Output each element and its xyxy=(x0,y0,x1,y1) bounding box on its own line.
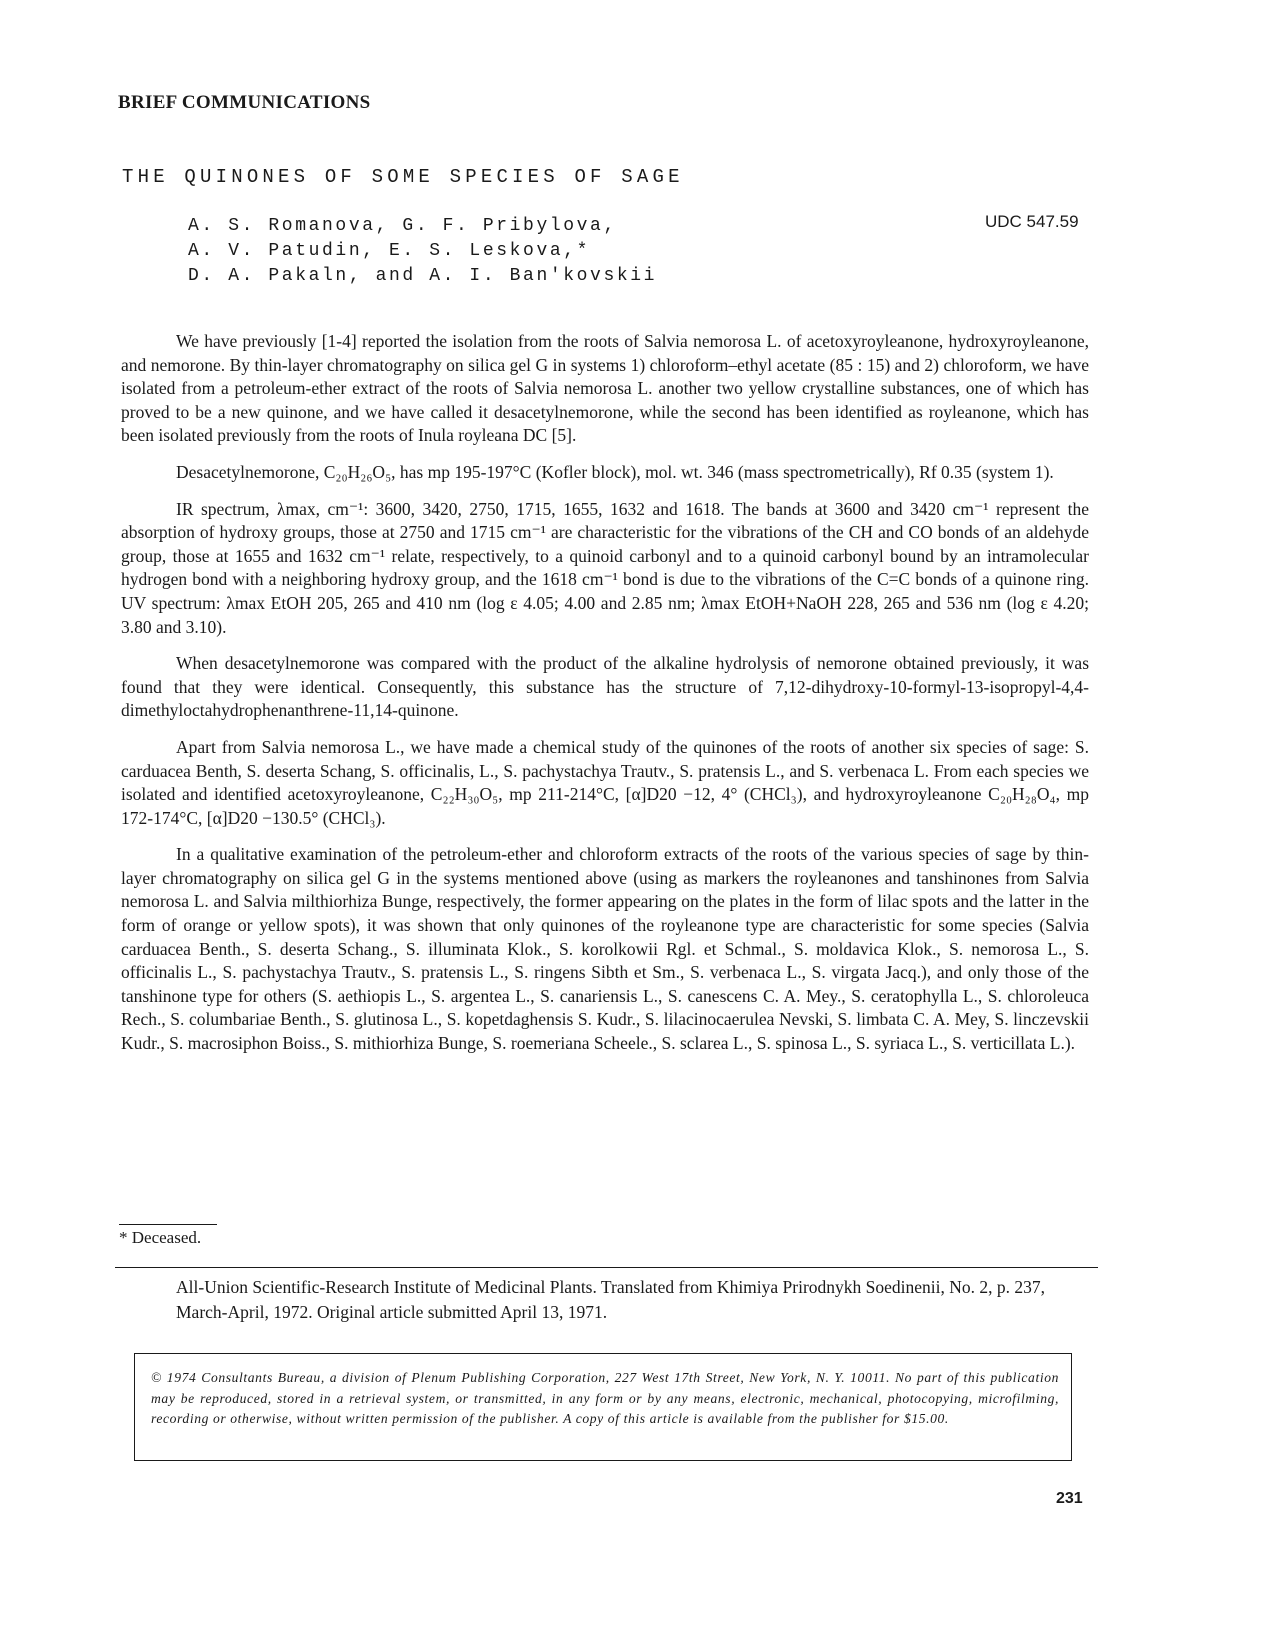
footnote: * Deceased. xyxy=(119,1228,202,1247)
body-paragraph: When desacetylnemorone was compared with the product of the alkaline hydrolysis of nemorone obtained previously, it was found that they were identical. Consequently, this substance has the structure of 7,12-dihydroxy-10-formyl-13-isopropyl-4,4-dimethyloctahydrophenanthrene-11,14-quinone. xyxy=(121,653,1089,721)
affiliation-note: All-Union Scientific-Research Institute of Medicinal Plants. Translated from Khimiya Prirodnykh Soedinenii, No. 2, p. 237, March-April, 1972. Original article submitted April 13, 1971. xyxy=(176,1277,1046,1322)
body-paragraph: Desacetylnemorone, C₂₀H₂₆O₅, has mp 195-197°C (Kofler block), mol. wt. 346 (mass spectrometrically), Rf 0.35 (system 1). xyxy=(176,461,1054,482)
article-title: THE QUINONES OF SOME SPECIES OF SAGE xyxy=(122,166,684,188)
section-label: BRIEF COMMUNICATIONS xyxy=(118,92,371,113)
page-number: 231 xyxy=(1056,1490,1083,1507)
author-list xyxy=(188,214,657,289)
author-line: A. V. Patudin, E. S. Leskova,* xyxy=(188,241,591,261)
article-body xyxy=(121,330,1089,1069)
body-paragraph: We have previously [1-4] reported the isolation from the roots of Salvia nemorosa L. of acetoxyroyleanone, hydroxyroyleanone, and nemorone. By thin-layer chromatography on silica gel G in systems 1) chloroform–ethyl acetate (85 : 15) and 2) chloroform, we have isolated from a petroleum-ether extract of the roots of Salvia nemorosa L. another two yellow crystalline substances, one of which has proved to be a new quinone, and we have called it desacetylnemorone, while the second has been identified as royleanone, which has been isolated previously from the roots of Inula royleana DC [5]. xyxy=(121,331,1089,446)
copyright-text: © 1974 Consultants Bureau, a division of Plenum Publishing Corporation, 227 West 17th Street, New York, N. Y. 10011. No part of this publication may be reproduced, stored in a retrieval system, or transmitted, in any form or by any means, electronic, mechanical, photocopying, microfilming, recording or otherwise, without written permission of the publisher. A copy of this article is available from the publisher for $15.00. xyxy=(151,1370,1059,1426)
footnote-divider xyxy=(119,1224,217,1225)
affiliation-divider xyxy=(115,1267,1098,1268)
copyright-notice xyxy=(134,1353,1072,1461)
udc-code: UDC 547.59 xyxy=(985,212,1079,231)
body-paragraph: IR spectrum, λmax, cm⁻¹: 3600, 3420, 2750, 1715, 1655, 1632 and 1618. The bands at 3600 and 3420 cm⁻¹ represent the absorption of hydroxy groups, those at 2750 and 1715 cm⁻¹ are characteristic for the vibrations of the CH and CO bonds of an aldehyde group, those at 1655 and 1632 cm⁻¹ relate, respectively, to a quinoid carbonyl and to a quinoid carbonyl bound by an intramolecular hydrogen bond with a neighboring hydroxy group, and the 1618 cm⁻¹ bond is due to the vibrations of the C=C bonds of a quinone ring. UV spectrum: λmax EtOH 205, 265 and 410 nm (log ε 4.05; 4.00 and 2.85 nm; λmax EtOH+NaOH 228, 265 and 536 nm (log ε 4.20; 3.80 and 3.10). xyxy=(121,498,1089,637)
body-paragraph: In a qualitative examination of the petroleum-ether and chloroform extracts of the roots of the various species of sage by thin-layer chromatography on silica gel G in the systems mentioned above (using as markers the royleanones and tanshinones from Salvia nemorosa L. and Salvia milthiorhiza Bunge, respectively, the former appearing on the plates in the form of lilac spots and the latter in the form of orange or yellow spots), it was shown that only quinones of the royleanone type are characteristic for some species (Salvia carduacea Benth., S. deserta Schang., S. illuminata Klok., S. korolkowii Rgl. et Schmal., S. moldavica Klok., S. nemorosa L., S. officinalis L., S. pachystachya Trautv., S. pratensis L., S. ringens Sibth et Sm., S. verbenaca L., S. virgata Jacq.), and only those of the tanshinone type for others (S. aethiopis L., S. argentea L., S. canariensis L., S. canescens C. A. Mey., S. ceratophylla L., S. chloroleuca Rech., S. columbariae Benth., S. glutinosa L., S. kopetdaghensis S. Kudr., S. lilacinocaerulea Nevski, S. limbata C. A. Mey, S. linczevskii Kudr., S. macrosiphon Boiss., S. mithiorhiza Bunge, S. roemeriana Scheele., S. sclarea L., S. spinosa L., S. syriaca L., S. verticillata L.). xyxy=(121,844,1089,1054)
body-paragraph: Apart from Salvia nemorosa L., we have made a chemical study of the quinones of the roots of another six species of sage: S. carduacea Benth, S. deserta Schang, S. officinalis, L., S. pachystachya Trautv., S. pratensis L., and S. verbenaca L. From each species we isolated and identified acetoxyroyleanone, C₂₂H₃₀O₅, mp 211-214°C, [α]D20 −12, 4° (CHCl₃), and hydroxyroyleanone C₂₀H₂₈O₄, mp 172-174°C, [α]D20 −130.5° (CHCl₃). xyxy=(121,736,1089,828)
author-line: D. A. Pakaln, and A. I. Ban'kovskii xyxy=(188,266,658,286)
author-line: A. S. Romanova, G. F. Pribylova, xyxy=(188,216,617,236)
